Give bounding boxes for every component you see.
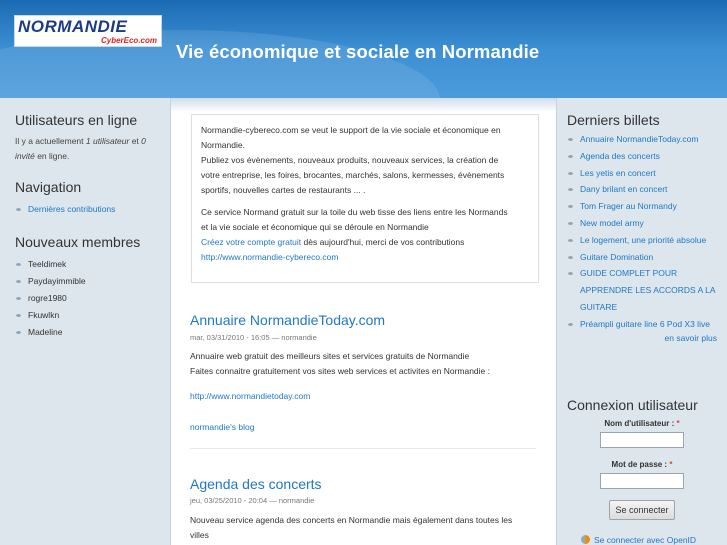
openid-icon [581,535,590,544]
more-link[interactable]: en savoir plus [664,332,717,343]
post-meta: mar, 03/31/2010 - 16:05 — normandie [190,333,317,342]
intro-text: Publiez vos évènements, nouveaux produits, nouveaux services, la création de [201,155,499,165]
username-label-text: Nom d'utilisateur : [604,419,677,428]
logo-text-sub: CyberEco.com [100,36,157,45]
intro-text: sportifs, nouvelles cartes de restaurants ... . [201,185,366,195]
site-title[interactable]: Vie économique et sociale en Normandie [176,41,540,62]
intro-text: votre entreprise, les foires, brocantes, marchés, salons, kermesses, évènements [201,170,505,180]
username-label [567,419,717,428]
latest-post-item[interactable] [567,249,717,266]
latest-post-link[interactable]: Agenda des concerts [580,150,660,161]
login-title: Connexion utilisateur [567,397,698,413]
left-sidebar [15,112,165,341]
post-title[interactable]: Annuaire NormandieToday.com [190,312,386,328]
post-url-link[interactable]: http://www.normandietoday.com [190,391,311,401]
site-logo[interactable] [14,15,162,47]
right-sidebar [567,112,717,343]
post-text: villes [190,530,209,540]
online-text-e: en ligne. [34,151,70,161]
member-item[interactable]: Madeline [15,324,165,341]
member-item[interactable]: rogre1980 [15,290,165,307]
latest-post-link[interactable]: Dany brilant en concert [580,184,668,195]
new-members-list [15,256,165,341]
site-url-link[interactable]: http://www.normandie-cybereco.com [201,252,339,262]
password-label-text: Mot de passe : [611,460,670,469]
openid-link-text[interactable]: Se connecter avec OpenID [594,535,697,545]
online-users-text [15,134,165,164]
site-header [0,0,727,98]
member-item[interactable]: Paydayimmible [15,273,165,290]
intro-signup-line [201,235,529,250]
latest-post-link[interactable]: Tom Frager au Normandy [580,201,677,212]
online-text-a: Il y a actuellement [15,136,86,146]
latest-post-item[interactable] [567,265,717,315]
logo-text-main: NORMANDIE [18,17,128,36]
password-input[interactable] [600,473,684,489]
post-meta: jeu, 03/25/2010 - 20:04 — normandie [190,496,315,505]
online-text-c: et [129,136,142,146]
login-button[interactable]: Se connecter [609,500,675,520]
navigation-title: Navigation [15,179,82,195]
post-title[interactable]: Agenda des concerts [190,476,322,492]
post-text: Nouveau service agenda des concerts en Normandie mais également dans toutes les [190,515,513,525]
latest-posts-title: Derniers billets [567,112,660,128]
post-separator [190,448,536,449]
online-users-title: Utilisateurs en ligne [15,112,138,128]
member-item[interactable]: Teeldimek [15,256,165,273]
latest-post-link[interactable]: New model army [580,217,644,228]
post-body [190,349,540,379]
latest-post-link[interactable]: Préampli guitare line 6 Pod X3 live [580,318,710,329]
openid-login-link[interactable] [581,535,696,545]
password-label [567,460,717,469]
username-input[interactable] [600,432,684,448]
online-count-guests: 0 invité [15,136,146,161]
new-members-title: Nouveaux membres [15,234,141,250]
latest-post-link[interactable]: Guitare Domination [580,251,654,262]
intro-text: Normandie. [201,140,245,150]
latest-post-item[interactable] [567,316,717,333]
intro-text: dès aujourd'hui, merci de vos contributions [301,237,465,247]
signup-link[interactable]: Créez votre compte gratuit [201,237,302,247]
latest-post-link[interactable]: Les yetis en concert [580,167,656,178]
blog-link[interactable]: normandie's blog [190,422,255,432]
latest-post-link[interactable]: Le logement, une priorité absolue [580,234,707,245]
online-count-users: 1 utilisateur [85,136,130,146]
post-text: Faites connaitre gratuitement vos sites web services et activites en Normandie : [190,366,490,376]
latest-post-item[interactable] [567,131,717,148]
post-text: Annuaire web gratuit des meilleurs sites et services gratuits de Normandie [190,351,470,361]
latest-post-item[interactable] [567,148,717,165]
required-marker: * [669,460,673,469]
intro-text: et la vie sociale et économique qui se déroule en Normandie [201,222,429,232]
latest-post-item[interactable] [567,181,717,198]
nav-link[interactable]: Dernières contributions [28,204,116,214]
latest-post-item[interactable] [567,232,717,249]
member-item[interactable]: Fkuwlkn [15,307,165,324]
latest-post-link[interactable]: GUIDE COMPLET POUR APPRENDRE LES ACCORDS A LA GUITARE [580,268,716,312]
navigation-list [15,201,165,218]
post-body [190,513,540,543]
latest-post-item[interactable] [567,198,717,215]
latest-post-link[interactable]: Annuaire NormandieToday.com [580,134,699,144]
intro-box [191,114,539,283]
login-block [567,397,717,520]
intro-text: Ce service Normand gratuit sur la toile du web tisse des liens entre les Normands [201,207,508,217]
latest-post-item[interactable] [567,215,717,232]
content-top-fade [171,98,556,112]
main-content [170,98,557,545]
intro-text: Normandie-cybereco.com se veut le support de la vie sociale et économique en [201,125,501,135]
latest-post-item[interactable] [567,165,717,182]
nav-item-recent-contributions[interactable] [15,201,165,218]
latest-posts-list [567,131,717,333]
required-marker: * [676,419,680,428]
